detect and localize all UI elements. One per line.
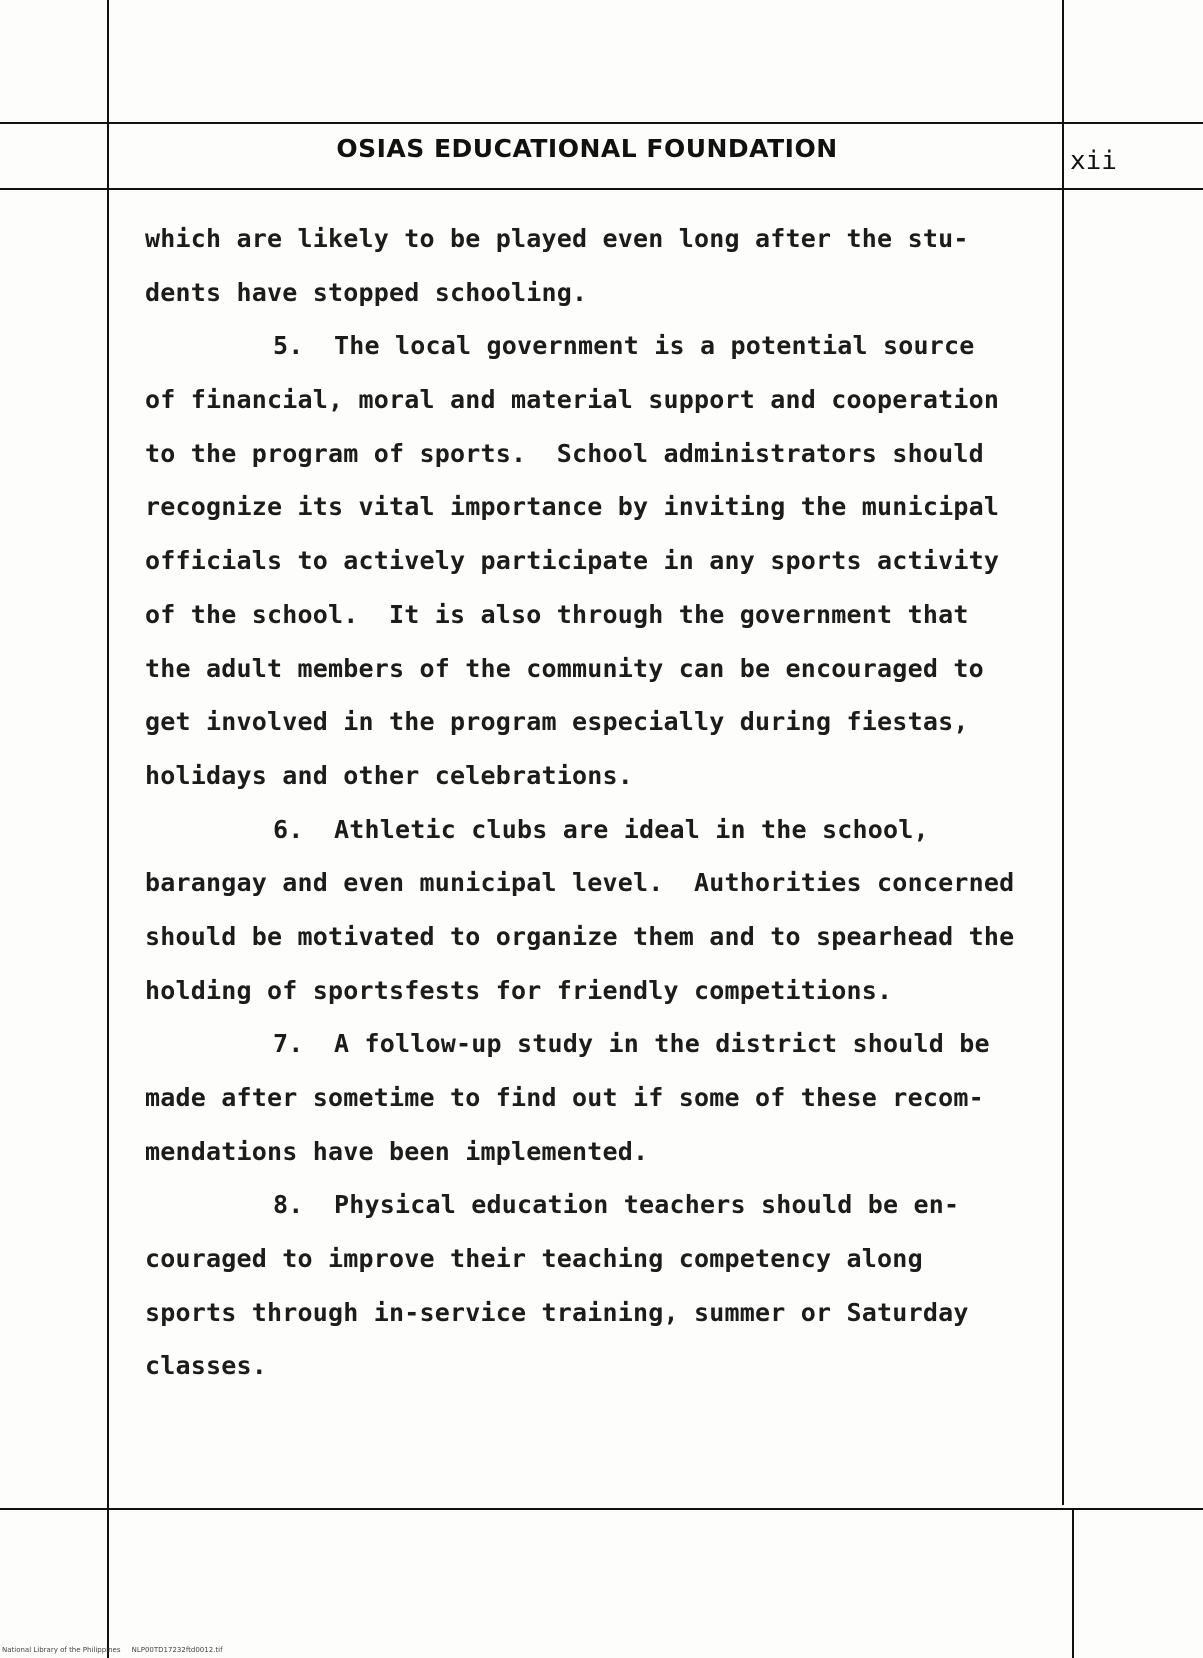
text-line: should be motivated to organize them and to spearhead the bbox=[145, 921, 1015, 951]
page-number: xii bbox=[1070, 146, 1117, 176]
text-line: the adult members of the community can be encouraged to bbox=[145, 653, 984, 683]
header-bottom-rule bbox=[0, 188, 1203, 190]
text-line: 5. The local government is a potential source bbox=[273, 331, 975, 361]
text-line: 6. Athletic clubs are ideal in the school, bbox=[273, 814, 929, 844]
text-line: holding of sportsfests for friendly competitions. bbox=[145, 975, 893, 1005]
source-note: National Library of the Philippines NLP00TD17232ftd0012.tif bbox=[2, 1646, 223, 1654]
text-line: mendations have been implemented. bbox=[145, 1136, 649, 1166]
text-line: get involved in the program especially during fiestas, bbox=[145, 707, 969, 737]
text-line: recognize its vital importance by inviting the municipal bbox=[145, 492, 1000, 522]
body-text bbox=[145, 212, 1075, 1393]
text-line: 7. A follow-up study in the district should be bbox=[273, 1029, 990, 1059]
text-line: to the program of sports. School administrators should bbox=[145, 438, 984, 468]
header-top-rule bbox=[0, 122, 1203, 124]
text-line: officials to actively participate in any sports activity bbox=[145, 546, 1000, 576]
text-line: of financial, moral and material support and cooperation bbox=[145, 385, 1000, 415]
text-line: made after sometime to find out if some of these recom- bbox=[145, 1083, 984, 1112]
text-line: dents have stopped schooling. bbox=[145, 277, 588, 307]
header-title: OSIAS EDUCATIONAL FOUNDATION bbox=[336, 134, 838, 163]
right-margin-rule-lower bbox=[1072, 1510, 1074, 1658]
footer-rule bbox=[0, 1508, 1203, 1510]
text-line: of the school. It is also through the government that bbox=[145, 599, 969, 629]
text-line: barangay and even municipal level. Authorities concerned bbox=[145, 868, 1015, 898]
left-margin-rule bbox=[107, 0, 109, 1658]
text-line: which are likely to be played even long after the stu- bbox=[145, 224, 969, 253]
text-line: 8. Physical education teachers should be en- bbox=[273, 1190, 960, 1220]
text-line: couraged to improve their teaching competency along bbox=[145, 1244, 923, 1274]
text-line: classes. bbox=[145, 1351, 268, 1381]
text-line: holidays and other celebrations. bbox=[145, 760, 634, 790]
text-line: sports through in-service training, summer or Saturday bbox=[145, 1297, 969, 1327]
